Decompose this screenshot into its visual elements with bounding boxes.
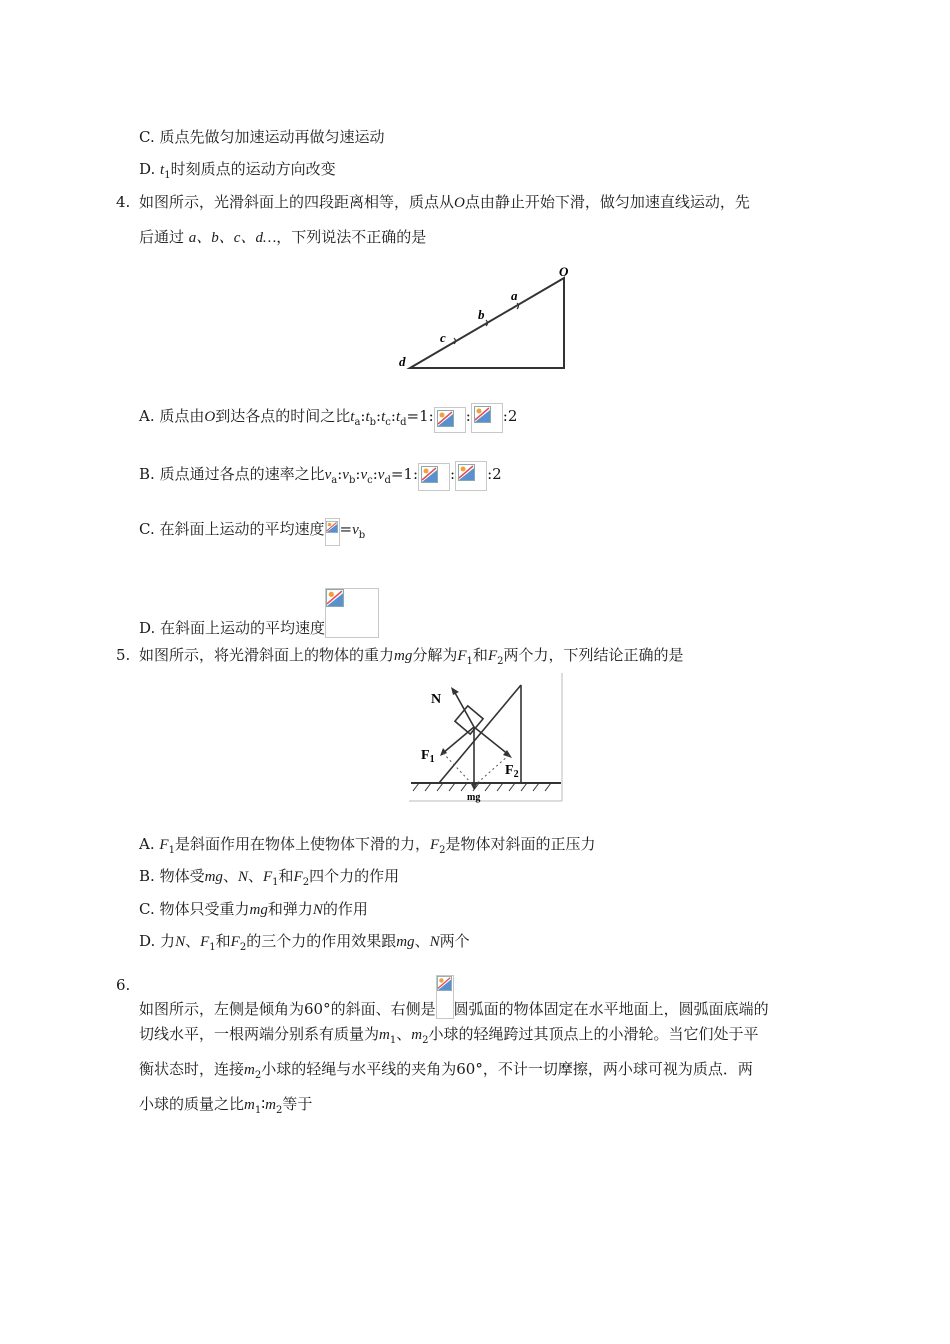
- fig-label-mg: mg: [467, 792, 481, 803]
- fig-label-a: a: [511, 288, 518, 303]
- fig-label-c: c: [440, 330, 446, 345]
- q4-option-a: A. 质点由O到达各点的时间之比$t_a:t_b:t_c:t_d=1$: : :2: [139, 403, 517, 433]
- q3-option-c: C. 质点先做匀加速运动再做匀速运动: [139, 128, 385, 146]
- fig-label-f1: $F_1$: [421, 748, 435, 765]
- q4-stem-line2: 后通过 a、b、c、d…，下列说法不正确的是: [139, 228, 427, 246]
- fig-label-o: O: [559, 264, 569, 279]
- q4-option-c: C. 在斜面上运动的平均速度 $=v_b$: [139, 518, 365, 546]
- q5-option-b: B. 物体受mg、N、$F_1$和$F_2$四个力的作用: [139, 867, 400, 888]
- q3-option-d: D. $t_1$时刻质点的运动方向改变: [139, 160, 336, 181]
- q6-stem-line2: 切线水平，一根两端分别系有质量为$m_1$、$m_2$小球的轻绳跨过其顶点上的小滑轮。当它们处于平: [139, 1025, 759, 1046]
- broken-image-icon: [325, 588, 379, 638]
- broken-image-icon: [455, 461, 487, 491]
- q5-option-d: D. 力N、$F_1$和$F_2$的三个力的作用效果跟mg、N两个: [139, 932, 470, 953]
- broken-image-icon: [434, 407, 466, 433]
- q6-stem-line4: 小球的质量之比$m_1∶m_2$等于: [139, 1095, 313, 1116]
- q5-force-figure: [409, 673, 564, 803]
- q4-number: 4.: [116, 193, 131, 211]
- q5-stem: 如图所示，将光滑斜面上的物体的重力mg分解为$F_1$和$F_2$两个力，下列结论正确的是: [139, 646, 684, 667]
- q5-number: 5.: [116, 646, 131, 664]
- broken-image-icon: [471, 403, 503, 433]
- q4-option-b: B. 质点通过各点的速率之比$v_a:v_b:v_c:v_d=1$: : :2: [139, 461, 502, 491]
- q6-stem-line1: 如图所示，左侧是倾角为60°的斜面、右侧是 圆弧面的物体固定在水平地面上，圆弧面底端的: [139, 975, 769, 1019]
- q4-option-d: D. 在斜面上运动的平均速度: [139, 588, 379, 638]
- broken-image-icon: [436, 975, 454, 1019]
- broken-image-icon: [325, 518, 340, 546]
- q5-option-c: C. 物体只受重力mg和弹力N的作用: [139, 900, 368, 918]
- fig-label-f2: $F_2$: [505, 763, 519, 780]
- fig-label-n: N: [431, 692, 442, 707]
- q6-number: 6.: [116, 976, 131, 994]
- fig-label-b: b: [478, 307, 485, 322]
- q4-stem-line1: 如图所示，光滑斜面上的四段距离相等，质点从O点由静止开始下滑，做匀加速直线运动，先: [139, 193, 750, 211]
- q6-stem-line3: 衡状态时，连接$m_2$小球的轻绳与水平线的夹角为60°，不计一切摩擦，两小球可视为质点．两: [139, 1060, 753, 1081]
- q5-option-a: A. $F_1$是斜面作用在物体上使物体下滑的力，$F_2$是物体对斜面的正压力: [139, 835, 596, 856]
- fig-label-d: d: [399, 354, 406, 369]
- q4-incline-figure: [396, 262, 582, 374]
- broken-image-icon: [418, 463, 450, 491]
